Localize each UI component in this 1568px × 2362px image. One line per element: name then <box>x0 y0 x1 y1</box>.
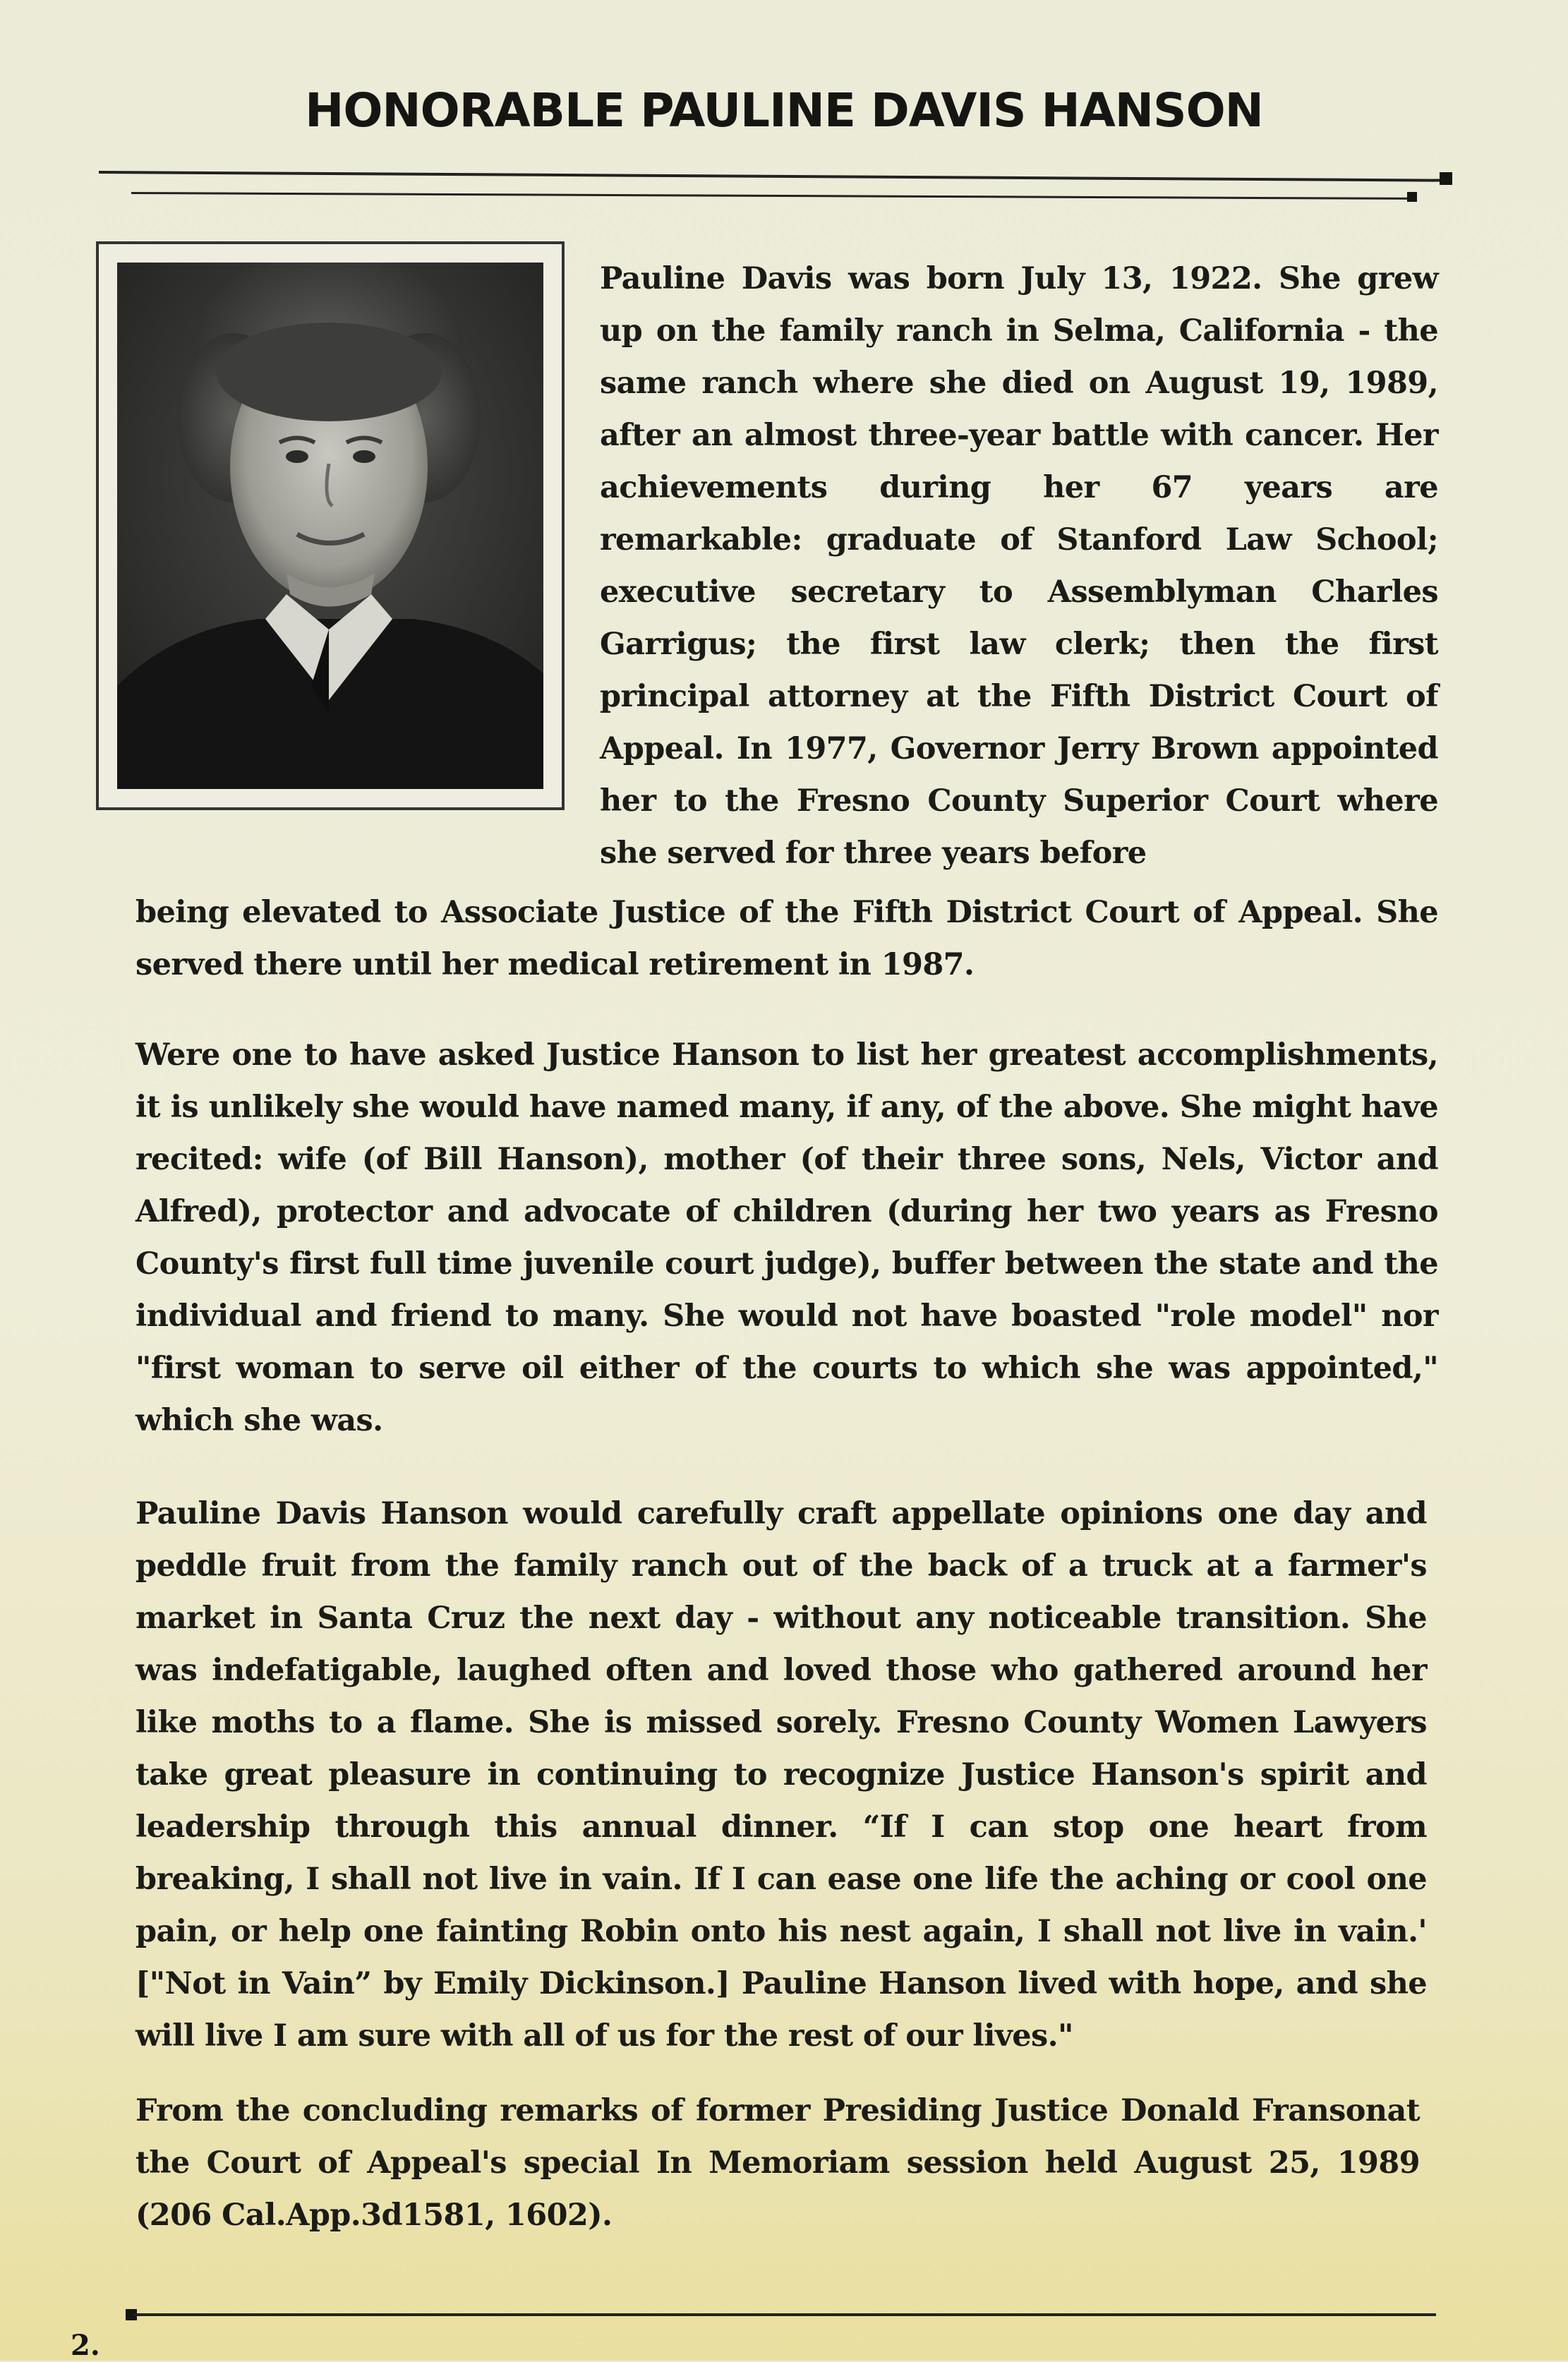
biography-paragraph-1-continued: being elevated to Associate Justice of the Fifth District Court of Appeal. She served there until her medical retirement in 1987. <box>135 895 1438 982</box>
top-rule-upper <box>99 171 1448 182</box>
top-rule-lower-end-mark <box>1407 192 1417 202</box>
biography-paragraph-1-wrapped: Pauline Davis was born July 13, 1922. She grew up on the family ranch in Selma, California - the same ranch where she died on August 19, 1989, after an almost three-year battle with cancer. Her achievements during her 67 years are remarkable: graduate of Stanford Law School; executive secretary to Assemblyman Charles Garrigus; the first law clerk; then the first principal attorney at the Fifth District Court of Appeal. In 1977, Governor Jerry Brown appointed her to the Fresno County Superior Court where she served for three years before <box>600 261 1438 871</box>
citation-paragraph: From the concluding remarks of former Presiding Justice Donald Fransonat the Court of Appeal's special In Memoriam session held August 25, 1989 (206 Cal.App.3d1581, 1602). <box>135 2093 1420 2233</box>
biography-paragraph-3: Pauline Davis Hanson would carefully craft appellate opinions one day and peddle fruit from the family ranch out of the back of a truck at a farmer's market in Santa Cruz the next day - without any noticeable transition. She was indefatigable, laughed often and loved those who gathered around her like moths to a flame. She is missed sorely. Fresno County Women Lawyers take great pleasure in continuing to recognize Justice Hanson's spirit and leadership through this annual dinner. “If I can stop one heart from breaking, I shall not live in vain. If I can ease one life the aching or cool one pain, or help one fainting Robin onto his nest again, I shall not live in vain.' ["Not in Vain” by Emily Dickinson.] Pauline Hanson lived with hope, and she will live I am sure with all of us for the rest of our lives." <box>135 1496 1427 2054</box>
top-rule-lower <box>131 192 1414 200</box>
bottom-rule <box>134 2313 1436 2316</box>
portrait-illustration <box>117 263 543 789</box>
top-rule-upper-end-mark <box>1440 172 1452 185</box>
portrait-photo <box>117 263 543 789</box>
page-number: 2. <box>71 2329 100 2362</box>
portrait-photo-frame <box>96 241 565 810</box>
biography-paragraph-2: Were one to have asked Justice Hanson to list her greatest accomplishments, it is unlikely she would have named many, if any, of the above. She might have recited: wife (of Bill Hanson), mother (of their three sons, Nels, Victor and Alfred), protector and advocate of children (during her two years as Fresno County's first full time juvenile court judge), buffer between the state and the individual and friend to many. She would not have boasted "role model" nor "first woman to serve oil either of the courts to which she was appointed," which she was. <box>135 1037 1438 1438</box>
page-title: HONORABLE PAULINE DAVIS HANSON <box>305 83 1263 138</box>
